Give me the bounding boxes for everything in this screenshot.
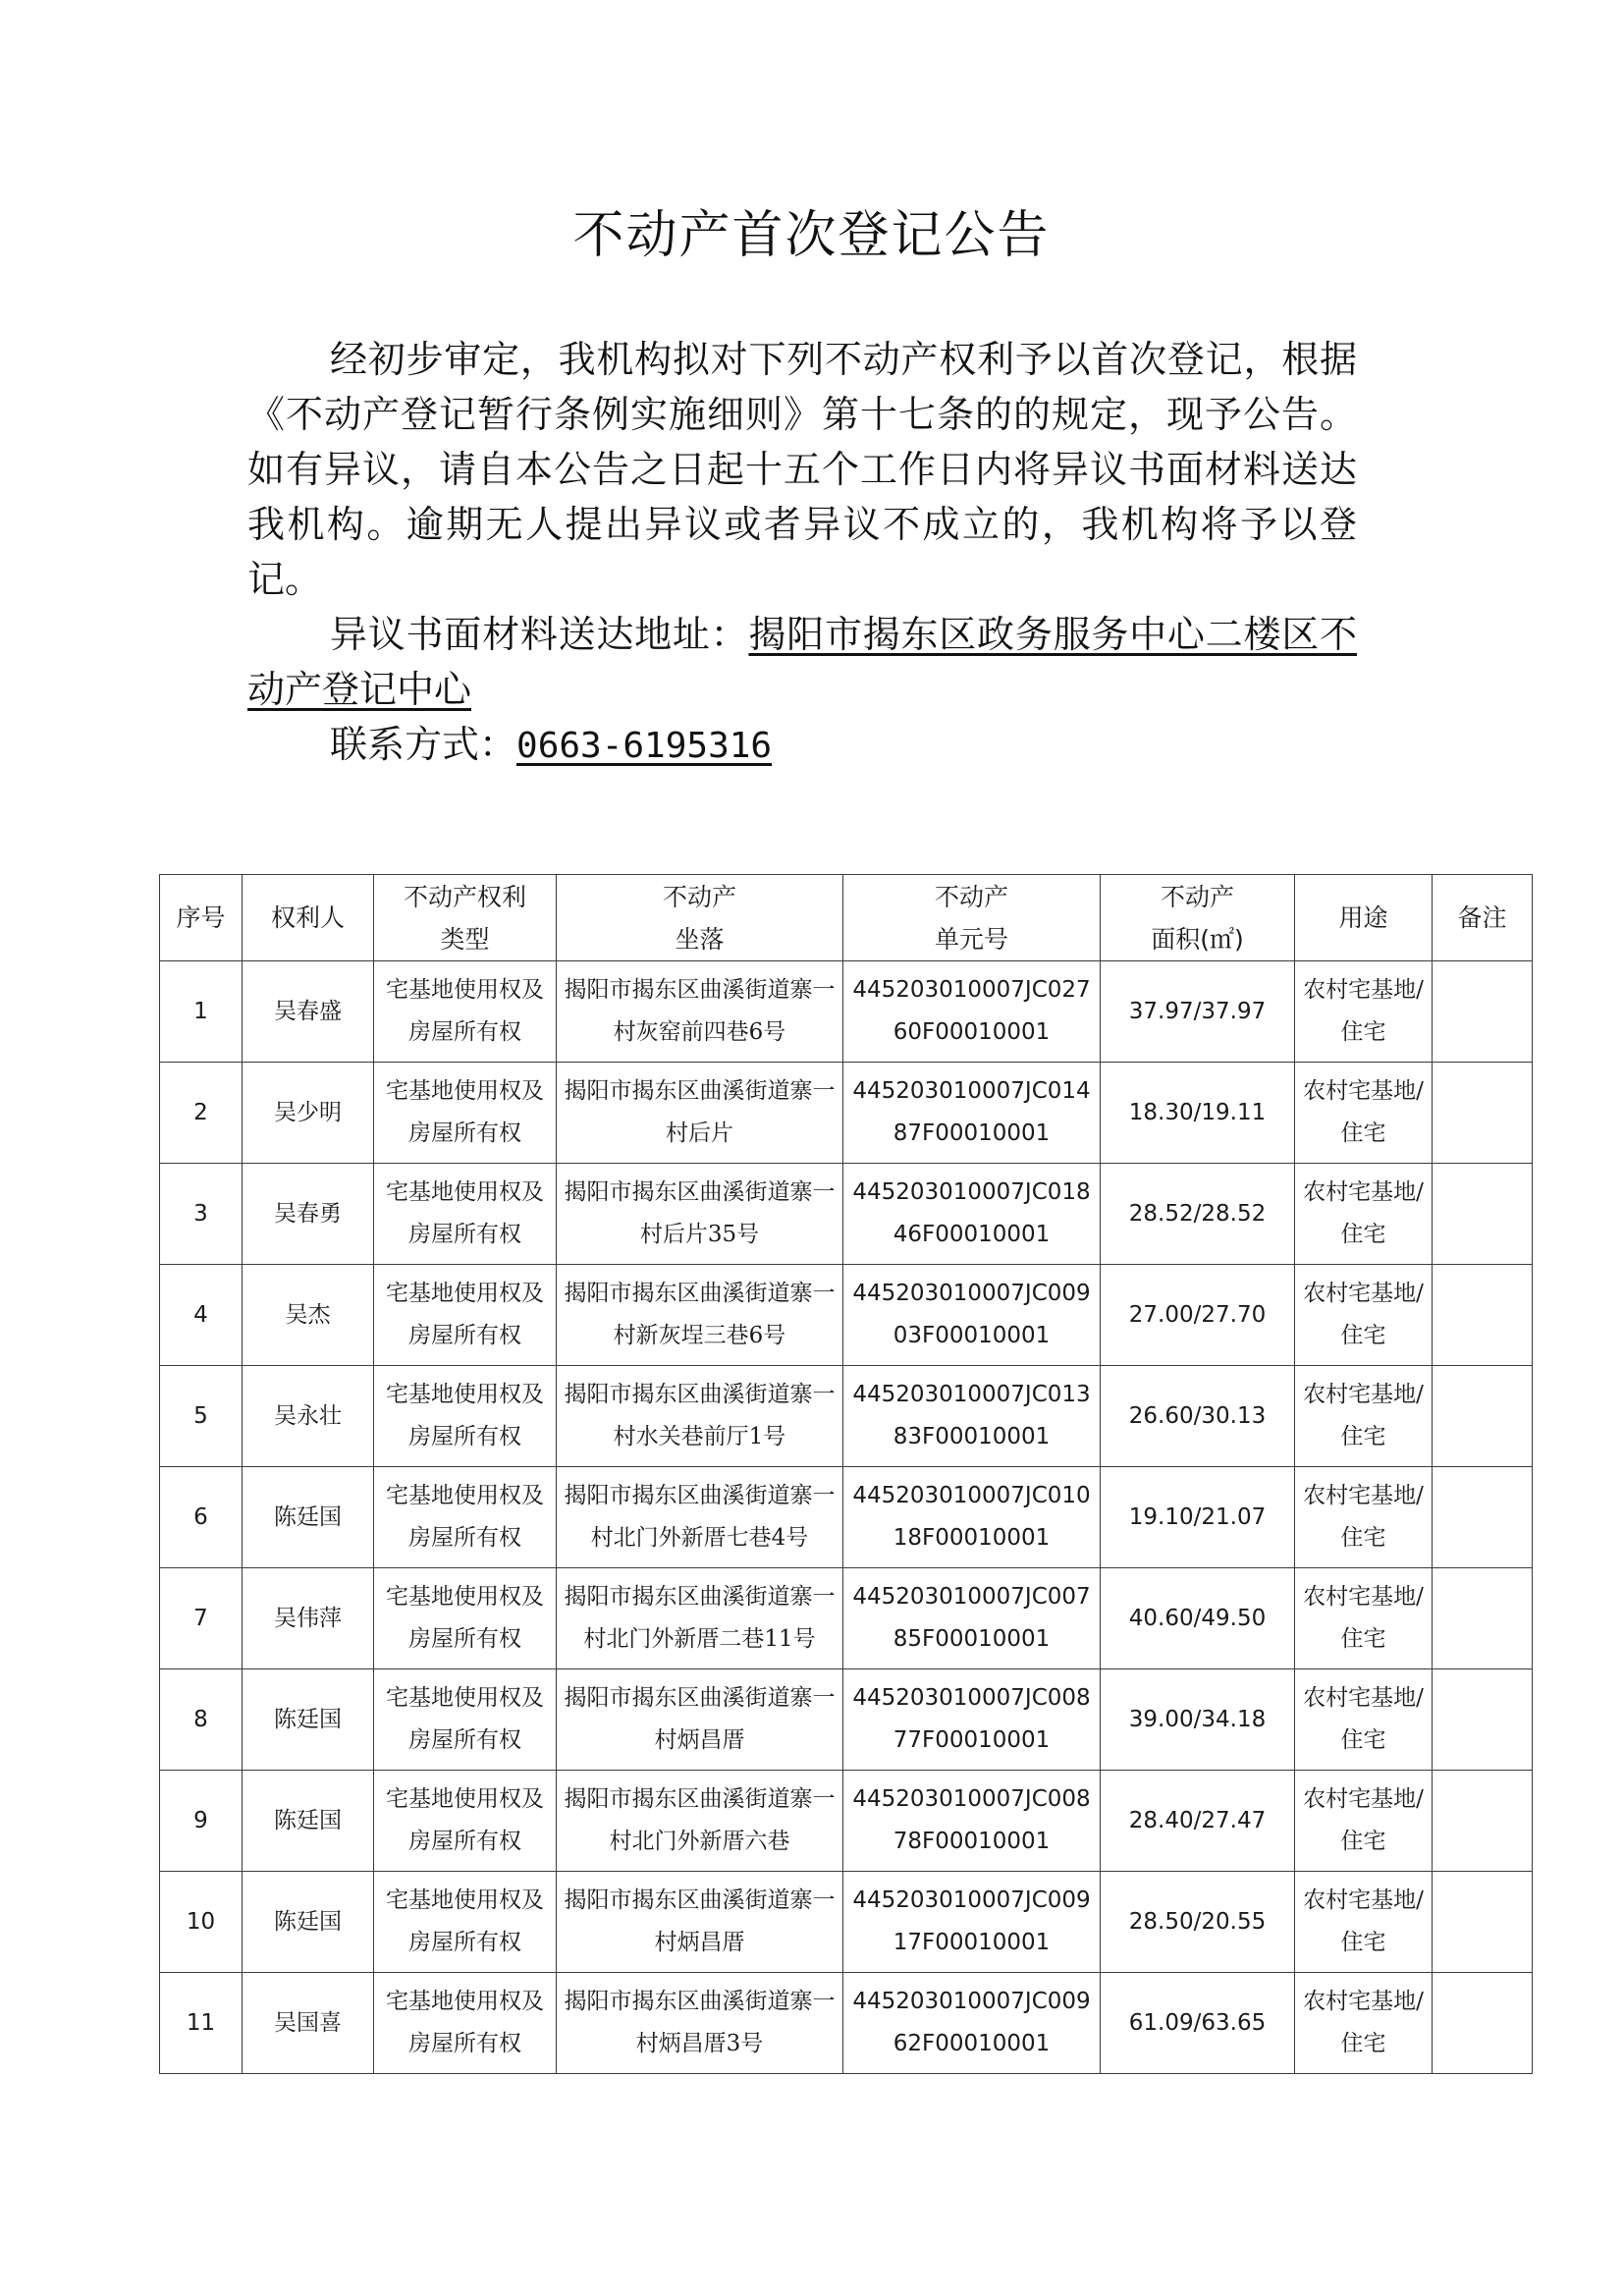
cell-note bbox=[1433, 1771, 1533, 1872]
cell-use: 农村宅基地/住宅 bbox=[1295, 1669, 1433, 1771]
table-header-row bbox=[160, 875, 1533, 961]
cell-holder: 陈廷国 bbox=[243, 1872, 374, 1973]
cell-note bbox=[1433, 961, 1533, 1063]
page-title: 不动产首次登记公告 bbox=[572, 206, 1051, 265]
cell-unit-number: 445203010007JC00917F00010001 bbox=[843, 1872, 1101, 1973]
notice-body bbox=[247, 332, 1357, 774]
contact-label: 联系方式： bbox=[330, 723, 517, 766]
cell-use: 农村宅基地/住宅 bbox=[1295, 1063, 1433, 1164]
cell-location: 揭阳市揭东区曲溪街道寨一村水关巷前厅1号 bbox=[557, 1366, 843, 1467]
cell-area: 18.30/19.11 bbox=[1101, 1063, 1295, 1164]
cell-seq: 9 bbox=[160, 1771, 243, 1872]
table-row bbox=[160, 1366, 1533, 1467]
cell-seq: 5 bbox=[160, 1366, 243, 1467]
cell-type: 宅基地使用权及房屋所有权 bbox=[374, 1973, 557, 2074]
cell-holder: 吴少明 bbox=[243, 1063, 374, 1164]
table-row bbox=[160, 1872, 1533, 1973]
cell-note bbox=[1433, 1568, 1533, 1669]
cell-note bbox=[1433, 1973, 1533, 2074]
cell-note bbox=[1433, 1265, 1533, 1366]
cell-location: 揭阳市揭东区曲溪街道寨一村炳昌厝3号 bbox=[557, 1973, 843, 2074]
cell-holder: 吴春盛 bbox=[243, 961, 374, 1063]
header-unit-line1: 不动产 bbox=[934, 882, 1008, 911]
cell-area: 61.09/63.65 bbox=[1101, 1973, 1295, 2074]
cell-note bbox=[1433, 1164, 1533, 1265]
cell-holder: 吴永壮 bbox=[243, 1366, 374, 1467]
cell-location: 揭阳市揭东区曲溪街道寨一村北门外新厝二巷11号 bbox=[557, 1568, 843, 1669]
cell-holder: 吴国喜 bbox=[243, 1973, 374, 2074]
cell-type: 宅基地使用权及房屋所有权 bbox=[374, 1366, 557, 1467]
cell-holder: 吴杰 bbox=[243, 1265, 374, 1366]
table-body bbox=[160, 961, 1533, 2074]
address-value: 揭阳市揭东区政务服务中心二楼区不动产登记中心 bbox=[247, 613, 1357, 711]
cell-holder: 陈廷国 bbox=[243, 1771, 374, 1872]
cell-use: 农村宅基地/住宅 bbox=[1295, 1771, 1433, 1872]
cell-location: 揭阳市揭东区曲溪街道寨一村新灰埕三巷6号 bbox=[557, 1265, 843, 1366]
table-row bbox=[160, 961, 1533, 1063]
cell-unit-number: 445203010007JC00877F00010001 bbox=[843, 1669, 1101, 1771]
cell-use: 农村宅基地/住宅 bbox=[1295, 1973, 1433, 2074]
cell-area: 28.52/28.52 bbox=[1101, 1164, 1295, 1265]
header-location-line1: 不动产 bbox=[662, 882, 736, 911]
table-row bbox=[160, 1063, 1533, 1164]
cell-location: 揭阳市揭东区曲溪街道寨一村北门外新厝七巷4号 bbox=[557, 1467, 843, 1568]
cell-location: 揭阳市揭东区曲溪街道寨一村后片35号 bbox=[557, 1164, 843, 1265]
table-row bbox=[160, 1467, 1533, 1568]
cell-note bbox=[1433, 1872, 1533, 1973]
notice-paragraph: 经初步审定，我机构拟对下列不动产权利予以首次登记，根据《不动产登记暂行条例实施细则》第十七条的的规定，现予公告。如有异议，请自本公告之日起十五个工作日内将异议书面材料送达我机构。逾期无人提出异议或者异议不成立的，我机构将予以登记。 bbox=[247, 338, 1357, 601]
cell-area: 19.10/21.07 bbox=[1101, 1467, 1295, 1568]
cell-type: 宅基地使用权及房屋所有权 bbox=[374, 1265, 557, 1366]
cell-holder: 陈廷国 bbox=[243, 1669, 374, 1771]
cell-unit-number: 445203010007JC01018F00010001 bbox=[843, 1467, 1101, 1568]
header-area-line1: 不动产 bbox=[1160, 882, 1234, 911]
cell-type: 宅基地使用权及房屋所有权 bbox=[374, 1164, 557, 1265]
cell-area: 26.60/30.13 bbox=[1101, 1366, 1295, 1467]
cell-seq: 6 bbox=[160, 1467, 243, 1568]
table-row bbox=[160, 1265, 1533, 1366]
header-unit-line2: 单元号 bbox=[934, 924, 1008, 954]
cell-seq: 2 bbox=[160, 1063, 243, 1164]
cell-area: 37.97/37.97 bbox=[1101, 961, 1295, 1063]
cell-note bbox=[1433, 1669, 1533, 1771]
cell-unit-number: 445203010007JC00785F00010001 bbox=[843, 1568, 1101, 1669]
table-row bbox=[160, 1973, 1533, 2074]
header-location-line2: 坐落 bbox=[675, 924, 725, 954]
cell-unit-number: 445203010007JC01487F00010001 bbox=[843, 1063, 1101, 1164]
header-area bbox=[1101, 875, 1295, 961]
cell-type: 宅基地使用权及房屋所有权 bbox=[374, 1771, 557, 1872]
table-row bbox=[160, 1771, 1533, 1872]
cell-area: 39.00/34.18 bbox=[1101, 1669, 1295, 1771]
cell-area: 28.40/27.47 bbox=[1101, 1771, 1295, 1872]
cell-seq: 8 bbox=[160, 1669, 243, 1771]
cell-seq: 3 bbox=[160, 1164, 243, 1265]
table-row bbox=[160, 1669, 1533, 1771]
cell-type: 宅基地使用权及房屋所有权 bbox=[374, 1872, 557, 1973]
cell-area: 28.50/20.55 bbox=[1101, 1872, 1295, 1973]
header-location bbox=[557, 875, 843, 961]
address-label: 异议书面材料送达地址： bbox=[330, 613, 749, 656]
cell-unit-number: 445203010007JC01846F00010001 bbox=[843, 1164, 1101, 1265]
cell-location: 揭阳市揭东区曲溪街道寨一村灰窑前四巷6号 bbox=[557, 961, 843, 1063]
cell-use: 农村宅基地/住宅 bbox=[1295, 1568, 1433, 1669]
header-use: 用途 bbox=[1295, 875, 1433, 961]
header-type bbox=[374, 875, 557, 961]
cell-use: 农村宅基地/住宅 bbox=[1295, 1366, 1433, 1467]
cell-unit-number: 445203010007JC00903F00010001 bbox=[843, 1265, 1101, 1366]
cell-type: 宅基地使用权及房屋所有权 bbox=[374, 961, 557, 1063]
cell-use: 农村宅基地/住宅 bbox=[1295, 1872, 1433, 1973]
cell-area: 27.00/27.70 bbox=[1101, 1265, 1295, 1366]
cell-holder: 吴春勇 bbox=[243, 1164, 374, 1265]
cell-seq: 11 bbox=[160, 1973, 243, 2074]
table-row bbox=[160, 1568, 1533, 1669]
cell-seq: 10 bbox=[160, 1872, 243, 1973]
registry-table bbox=[159, 874, 1533, 2074]
cell-type: 宅基地使用权及房屋所有权 bbox=[374, 1568, 557, 1669]
cell-unit-number: 445203010007JC01383F00010001 bbox=[843, 1366, 1101, 1467]
cell-type: 宅基地使用权及房屋所有权 bbox=[374, 1669, 557, 1771]
cell-note bbox=[1433, 1366, 1533, 1467]
header-type-line1: 不动产权利 bbox=[403, 882, 526, 911]
cell-holder: 吴伟萍 bbox=[243, 1568, 374, 1669]
header-holder: 权利人 bbox=[243, 875, 374, 961]
header-area-line2: 面积(㎡) bbox=[1151, 924, 1244, 954]
cell-location: 揭阳市揭东区曲溪街道寨一村炳昌厝 bbox=[557, 1669, 843, 1771]
cell-location: 揭阳市揭东区曲溪街道寨一村后片 bbox=[557, 1063, 843, 1164]
header-unit bbox=[843, 875, 1101, 961]
address-line bbox=[247, 607, 1357, 717]
cell-use: 农村宅基地/住宅 bbox=[1295, 961, 1433, 1063]
cell-seq: 7 bbox=[160, 1568, 243, 1669]
cell-use: 农村宅基地/住宅 bbox=[1295, 1164, 1433, 1265]
cell-area: 40.60/49.50 bbox=[1101, 1568, 1295, 1669]
cell-unit-number: 445203010007JC02760F00010001 bbox=[843, 961, 1101, 1063]
cell-type: 宅基地使用权及房屋所有权 bbox=[374, 1467, 557, 1568]
header-note: 备注 bbox=[1433, 875, 1533, 961]
cell-note bbox=[1433, 1467, 1533, 1568]
cell-use: 农村宅基地/住宅 bbox=[1295, 1265, 1433, 1366]
cell-seq: 4 bbox=[160, 1265, 243, 1366]
cell-holder: 陈廷国 bbox=[243, 1467, 374, 1568]
cell-location: 揭阳市揭东区曲溪街道寨一村北门外新厝六巷 bbox=[557, 1771, 843, 1872]
cell-location: 揭阳市揭东区曲溪街道寨一村炳昌厝 bbox=[557, 1872, 843, 1973]
cell-seq: 1 bbox=[160, 961, 243, 1063]
table-row bbox=[160, 1164, 1533, 1265]
cell-unit-number: 445203010007JC00962F00010001 bbox=[843, 1973, 1101, 2074]
contact-line bbox=[247, 717, 1357, 774]
cell-note bbox=[1433, 1063, 1533, 1164]
cell-use: 农村宅基地/住宅 bbox=[1295, 1467, 1433, 1568]
cell-unit-number: 445203010007JC00878F00010001 bbox=[843, 1771, 1101, 1872]
header-seq: 序号 bbox=[160, 875, 243, 961]
cell-type: 宅基地使用权及房屋所有权 bbox=[374, 1063, 557, 1164]
header-type-line2: 类型 bbox=[440, 924, 490, 954]
contact-value: 0663-6195316 bbox=[516, 726, 773, 766]
